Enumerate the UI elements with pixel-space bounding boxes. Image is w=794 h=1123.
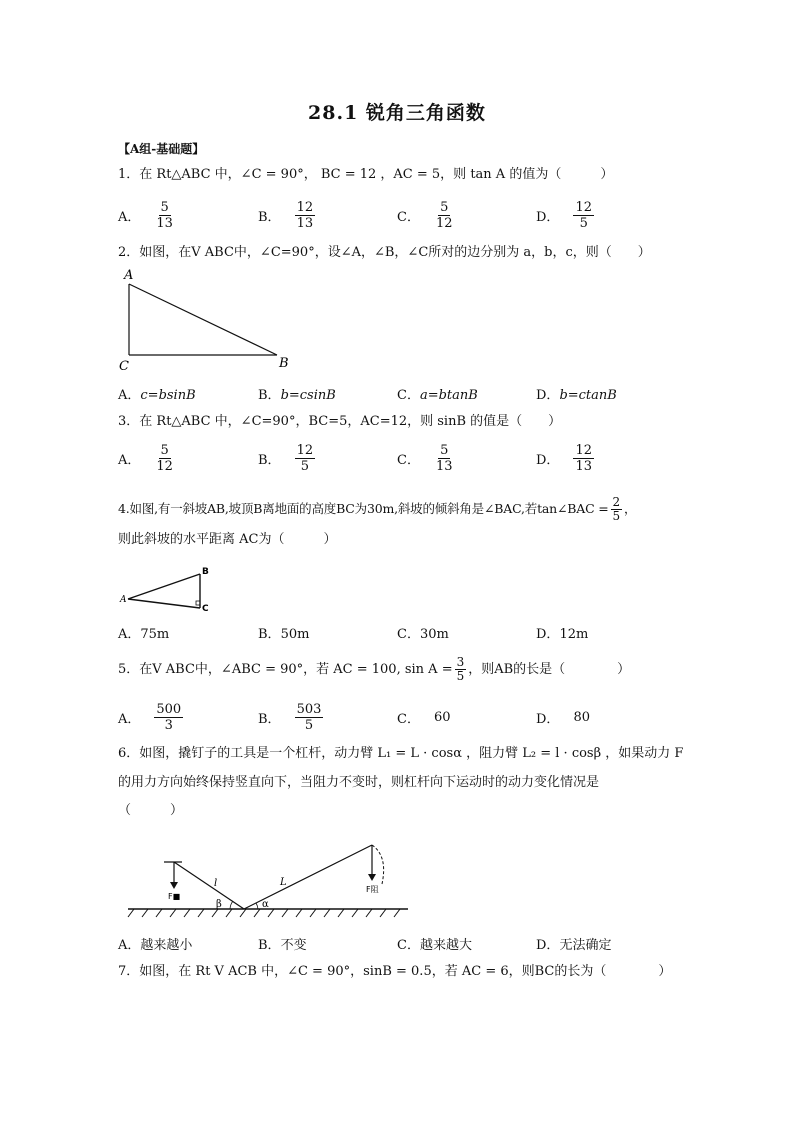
question-3-stem: 3．在 Rt△ABC 中，∠C=90°，BC=5，AC=12，则 sinB 的值是（ ）: [118, 414, 562, 429]
q4-option-a[interactable]: A．75m: [118, 627, 170, 642]
fraction: $\frac{12}{5}$: [575, 199, 592, 231]
question-6-options: [118, 934, 678, 954]
label-f1: F■: [168, 892, 181, 901]
q6-option-c[interactable]: C．越来越大: [397, 938, 472, 953]
q6-lever-figure: [126, 836, 410, 920]
q3-option-c[interactable]: C． $\frac{5}{13}$: [397, 442, 453, 474]
q2-option-c[interactable]: C．a=btanB: [397, 388, 478, 403]
page-title: 28.1 锐角三角函数: [308, 102, 486, 124]
q1-option-d[interactable]: D． $\frac{12}{5}$: [536, 199, 592, 231]
fraction: $\frac{503}{5}$: [296, 701, 322, 733]
vertex-label-c: C: [202, 604, 209, 614]
section-heading: 【A组-基础题】: [118, 142, 205, 156]
label-l: l: [214, 878, 218, 889]
vertex-label-a: A: [120, 595, 127, 605]
vertex-label-a: A: [124, 268, 134, 283]
question-4-stem-line2: 则此斜坡的水平距离 AC为（ ）: [118, 532, 337, 547]
q5-option-a[interactable]: A． $\frac{500}{3}$: [118, 701, 182, 733]
fraction: $\frac{5}{12}$: [435, 199, 453, 231]
label-alpha: α: [262, 899, 269, 910]
question-3-options: [118, 438, 678, 478]
question-2-stem: 2．如图，在V ABC中，∠C=90°，设∠A，∠B，∠C所对的边分别为 a，b，c，则（ ）: [118, 245, 651, 260]
q4-option-b[interactable]: B．50m: [258, 627, 310, 642]
question-5-stem: 5．在V ABC中，∠ABC = 90°，若 AC = 100, sin A = $\frac{3}{5}$ ，则AB的长是（ ）: [118, 655, 631, 683]
label-beta: β: [216, 899, 222, 910]
vertex-label-b: B: [279, 356, 289, 371]
q2-option-d[interactable]: D．b=ctanB: [536, 388, 617, 403]
q1-option-b[interactable]: B． $\frac{12}{13}$: [258, 199, 314, 231]
fraction: $\frac{5}{12}$: [156, 442, 173, 474]
q3-option-d[interactable]: D． $\frac{12}{13}$: [536, 442, 592, 474]
label-L: L: [280, 877, 287, 888]
fraction: $\frac{5}{13}$: [156, 199, 173, 231]
q6-option-d[interactable]: D．无法确定: [536, 938, 612, 953]
question-7-stem: 7．如图，在 Rt V ACB 中，∠C = 90°，sinB = 0.5，若 AC = 6，则BC的长为（ ）: [118, 964, 672, 979]
q6-option-a[interactable]: A．越来越小: [118, 938, 193, 953]
question-1-options: [118, 195, 678, 235]
question-6-stem-line1: 6．如图，撬钉子的工具是一个杠杆，动力臂 L₁ = L · cosα ，阻力臂 L₂ = l · cosβ ，如果动力 F: [118, 746, 684, 761]
q2-option-a[interactable]: A．c=bsinB: [118, 388, 196, 403]
q5-option-d[interactable]: D． 80: [536, 709, 590, 727]
question-4-stem: 4.如图,有一斜坡AB,坡顶B离地面的高度BC为30m,斜坡的倾斜角是∠BAC,若tan∠BAC = $\frac{2}{5}$ ，: [118, 495, 637, 523]
q4-slope-figure: [116, 563, 216, 619]
fraction: $\frac{2}{5}$: [612, 495, 620, 523]
q2-option-b[interactable]: B．b=csinB: [258, 388, 336, 403]
q2-triangle-figure: [115, 266, 295, 376]
q4-option-c[interactable]: C．30m: [397, 627, 449, 642]
q3-option-a[interactable]: A． $\frac{5}{12}$: [118, 442, 173, 474]
q1-option-a[interactable]: A． $\frac{5}{13}$: [118, 199, 173, 231]
fraction: $\frac{12}{5}$: [296, 442, 314, 474]
q6-option-b[interactable]: B．不变: [258, 938, 307, 953]
question-2-options: [118, 384, 678, 404]
q1-option-c[interactable]: C． $\frac{5}{12}$: [397, 199, 453, 231]
q5-option-c[interactable]: C． 60: [397, 709, 451, 727]
label-f2: F阻: [366, 885, 379, 894]
vertex-label-b: B: [202, 567, 209, 577]
q4-option-d[interactable]: D．12m: [536, 627, 589, 642]
fraction: $\frac{3}{5}$: [456, 655, 465, 683]
question-1-stem: 1．在 Rt△ABC 中，∠C = 90°， BC = 12 ，AC = 5，则 tan A 的值为（ ）: [118, 167, 614, 182]
question-6-stem-line2: 的用力方向始终保持竖直向下，当阻力不变时，则杠杆向下运动时的动力变化情况是: [118, 775, 600, 790]
fraction: $\frac{12}{13}$: [296, 199, 314, 231]
fraction: $\frac{12}{13}$: [575, 442, 592, 474]
question-6-stem-line3: （ ）: [118, 803, 184, 818]
question-4-options: [118, 623, 678, 643]
question-5-options: [118, 697, 678, 737]
q3-option-b[interactable]: B． $\frac{12}{5}$: [258, 442, 314, 474]
fraction: $\frac{500}{3}$: [156, 701, 182, 733]
q5-option-b[interactable]: B． $\frac{503}{5}$: [258, 701, 322, 733]
fraction: $\frac{5}{13}$: [435, 442, 453, 474]
vertex-label-c: C: [119, 359, 129, 374]
